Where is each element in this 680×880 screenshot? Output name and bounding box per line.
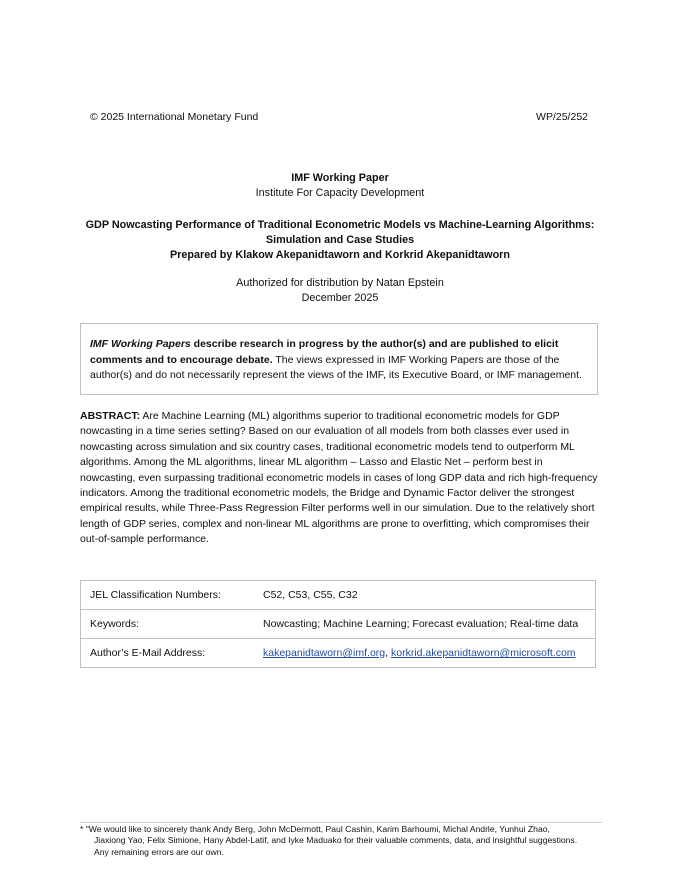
email-link-microsoft[interactable]: korkrid.akepanidtaworn@microsoft.com [390,647,576,659]
email-separator: , [385,647,391,659]
footnote-line2: Jiaxiong Yao, Felix Simione, Hany Abdel-Latif, and Iyke Maduako for their valuable comments, data, and insightful suggestions. [94,835,578,846]
disclaimer-series-name: IMF Working Papers [90,338,191,350]
paper-title-line2: Simulation and Case Studies [265,234,415,246]
publication-date: December 2025 [301,292,379,304]
paper-title-line1: GDP Nowcasting Performance of Traditional Econometric Models vs Machine-Learning Algorithms: [85,219,595,231]
email-label: Author’s E-Mail Address: [81,639,257,668]
email-values [256,639,596,668]
disclaimer-text: The views expressed in IMF Working Papers are those of the author(s) and do not necessarily represent the views of the IMF, its Executive Board, or IMF management. [90,353,582,382]
email-row [81,639,596,668]
email-link-imf[interactable]: kakepanidtaworn@imf.org [263,647,386,659]
footnote [80,824,602,858]
copyright-notice: © 2025 International Monetary Fund [90,111,259,123]
keywords-value: Nowcasting; Machine Learning; Forecast evaluation; Real-time data [256,610,596,639]
footnote-rule [80,822,602,823]
abstract-text: Are Machine Learning (ML) algorithms superior to traditional econometric models for GDP nowcasting in a time series setting? Based on our evaluation of all models from both classes ever used in nowcasting across simulation and six country cases, traditional econometric models tend to outperform ML algorithms. Among the ML algorithms, linear ML algorithm – Lasso and Elastic Net – perform best in nowcasting, even surpassing traditional econometric models in cases of long GDP data and rich high-frequency indicators. Among the traditional econometric models, the Bridge and Dynamic Factor deliver the strongest empirical results, while Three-Pass Regression Filter performs well in our simulation. Due to the relatively short length of GDP series, complex and non-linear ML algorithms are prone to overfitting, which compromises their out-of-sample performance. [80,410,598,546]
disclaimer-lead: describe research in progress by the author(s) and are published to elicit comments and to encourage debate. [90,338,559,366]
jel-label: JEL Classification Numbers: [81,581,257,610]
keywords-label: Keywords: [81,610,257,639]
keywords-row [81,610,596,639]
abstract-label: ABSTRACT: [80,410,141,422]
disclaimer-box [80,323,598,395]
department: Institute For Capacity Development [255,187,425,199]
authors-line: Prepared by Klakow Akepanidtaworn and Korkrid Akepanidtaworn [170,249,510,261]
authorization-line: Authorized for distribution by Natan Epstein [236,277,444,289]
jel-row [81,581,596,610]
series-name: IMF Working Paper [291,172,389,184]
abstract [80,409,600,548]
jel-value: C52, C53, C55, C32 [256,581,596,610]
metadata-table [80,580,596,668]
footnote-line1: * "We would like to sincerely thank Andy Berg, John McDermott, Paul Cashin, Karim Barhoumi, Michal Andrle, Yunhui Zhao, [80,824,550,834]
footnote-line3: Any remaining errors are our own. [94,846,224,857]
paper-number: WP/25/252 [536,111,588,123]
